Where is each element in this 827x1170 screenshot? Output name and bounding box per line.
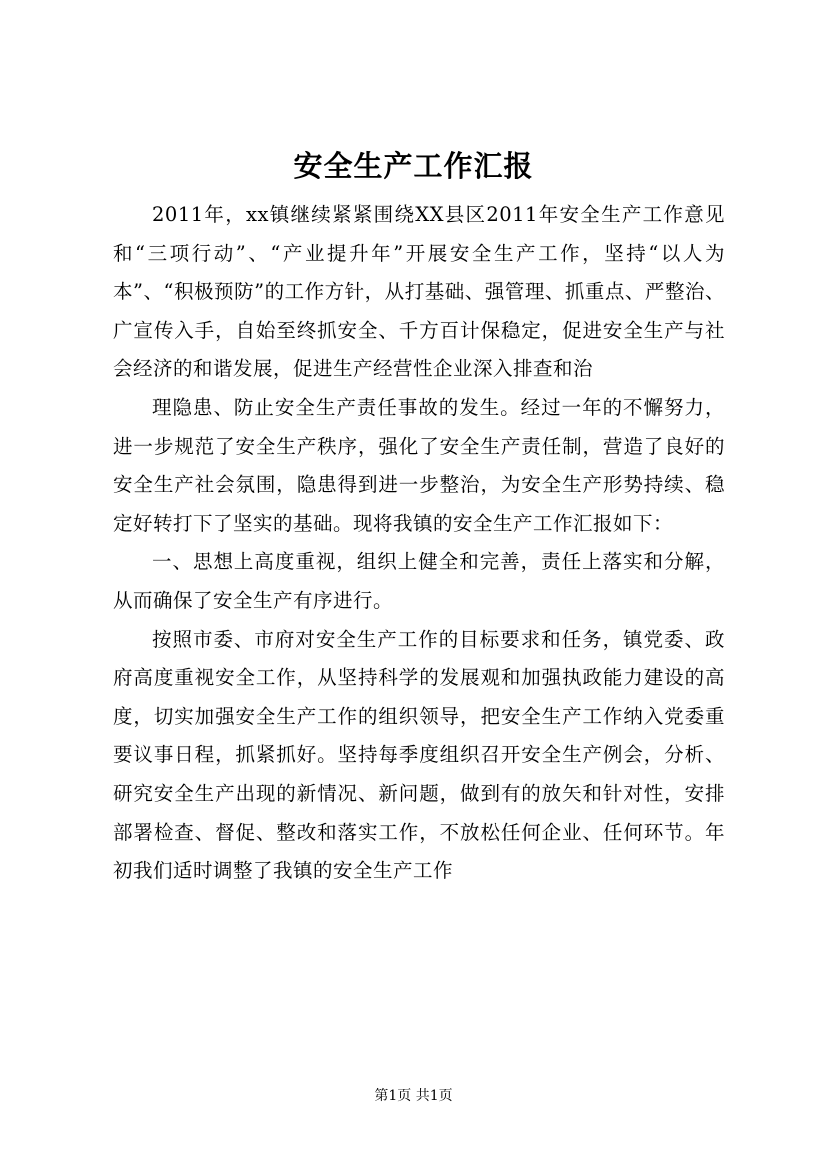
paragraph-3: 一、思想上高度重视，组织上健全和完善，责任上落实和分解，从而确保了安全生产有序进行。 [113,550,725,612]
document-title: 安全生产工作汇报 [293,149,534,183]
page-footer: 第1页 共1页 [374,1088,453,1104]
paragraph-4: 按照市委、市府对安全生产工作的目标要求和任务，镇党委、政府高度重视安全工作，从坚持科学的发展观和加强执政能力建设的高度，切实加强安全生产工作的组织领导，把安全生产工作纳入党委重要议事日程，抓紧抓好。坚持每季度组织召开安全生产例会，分析、研究安全生产出现的新情况、新问题，做到有的放矢和针对性，安排部署检查、督促、整改和落实工作，不放松任何企业、任何环节。年初我们适时调整了我镇的安全生产工作 [113,627,725,883]
document-body [113,196,725,891]
paragraph-1: 2011年，xx镇继续紧紧围绕XX县区2011年安全生产工作意见和“三项行动”、“产业提升年”开展安全生产工作，坚持“以人为本”、“积极预防”的工作方针，从打基础、强管理、抓重点、严整治、广宣传入手，自始至终抓安全、千方百计保稳定，促进安全生产与社会经济的和谐发展，促进生产经营性企业深入排查和治 [113,203,725,381]
paragraph-2: 理隐患、防止安全生产责任事故的发生。经过一年的不懈努力，进一步规范了安全生产秩序，强化了安全生产责任制，营造了良好的安全生产社会氛围，隐患得到进一步整治，为安全生产形势持续、稳定好转打下了坚实的基础。现将我镇的安全生产工作汇报如下： [113,395,725,535]
